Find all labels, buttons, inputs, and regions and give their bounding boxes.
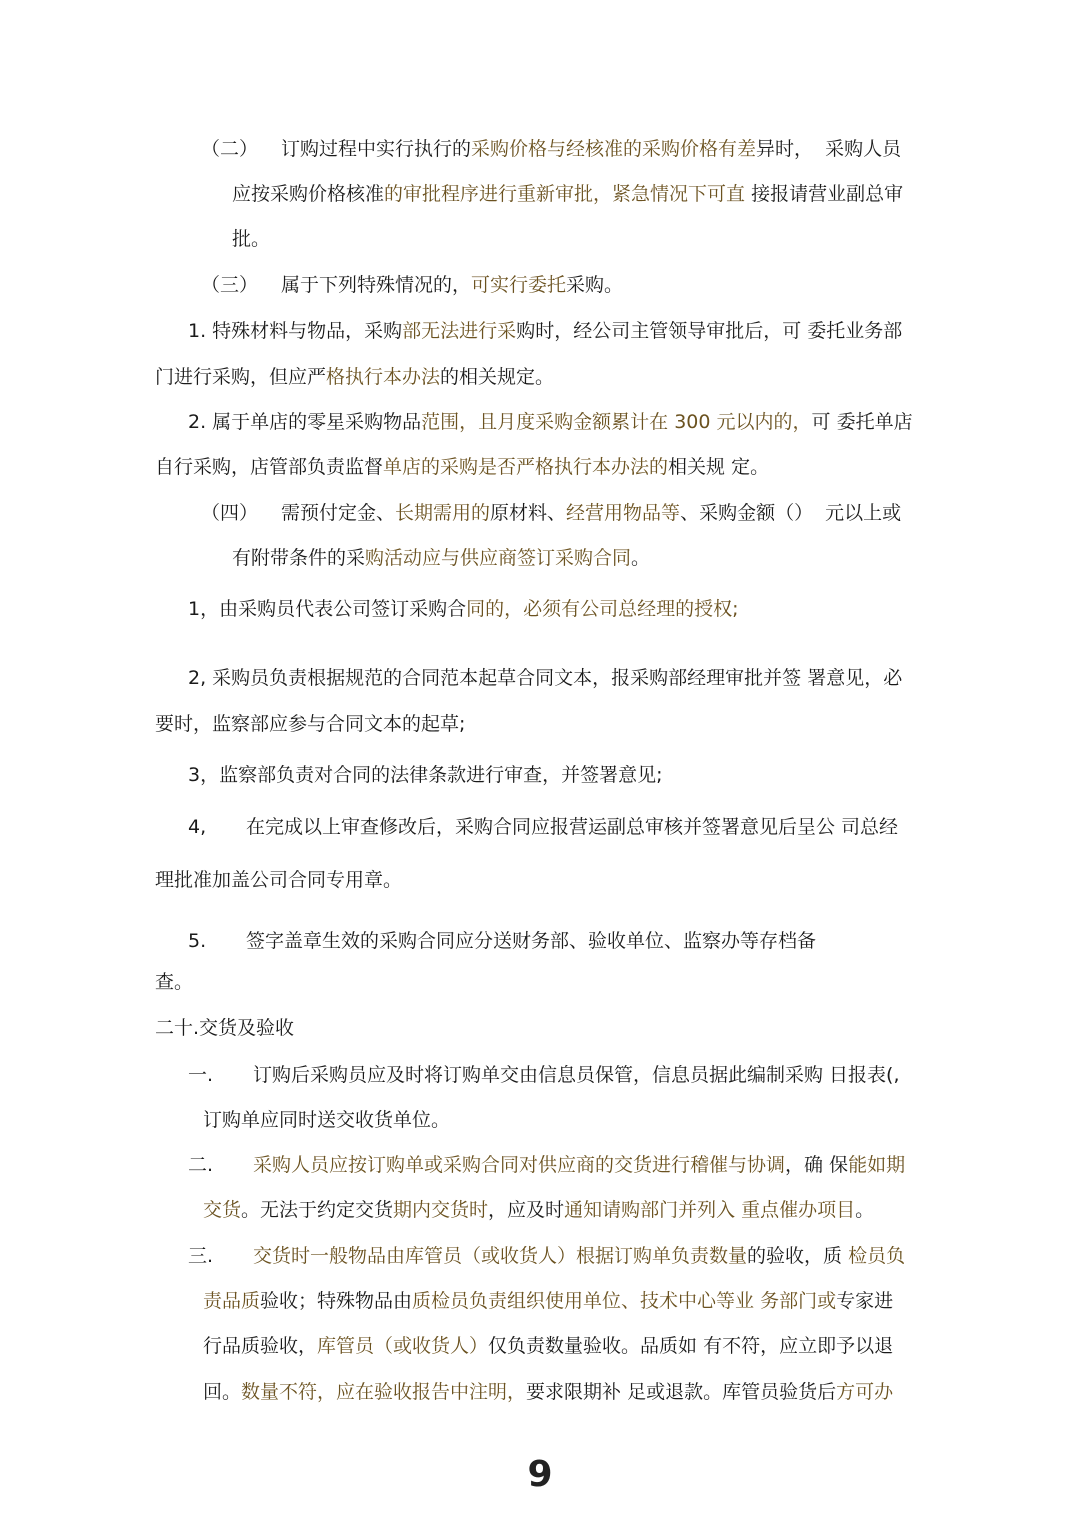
delivery-item-3-line-2: 责品质验收；特殊物品由质检员负责组织使用单位、技术中心等业 务部门或专家进 <box>203 1290 894 1312</box>
contract-item-5-line-2: 查。 <box>155 971 194 993</box>
para-2-marker: （二） <box>201 138 259 160</box>
page-number: 9 <box>527 1454 553 1495</box>
para-4-marker: （四） <box>201 502 259 524</box>
contract-item-2-line-1: 2, 采购员负责根据规范的合同范本起草合同文本，报采购部经理审批并签 署意见，必 <box>188 667 903 689</box>
item-2-line-1: 2. 属于单店的零星采购物品范围，且月度采购金额累计在 300 元以内的，可 委托单店 <box>188 411 913 433</box>
delivery-item-2-line-2: 交货。无法于约定交货期内交货时，应及时通知请购部门并列入 重点催办项目。 <box>203 1199 875 1221</box>
para-2-line-2: 应按采购价格核准的审批程序进行重新审批，紧急情况下可直 接报请营业副总审 <box>232 183 904 205</box>
para-4-line-1: 需预付定金、长期需用的原材料、经营用物品等、采购金额（） 元以上或 <box>281 502 902 524</box>
delivery-item-3-number: 三. <box>188 1245 214 1267</box>
contract-item-1: 1，由采购员代表公司签订采购合同的，必须有公司总经理的授权; <box>188 598 739 620</box>
contract-item-4-line-2: 理批准加盖公司合同专用章。 <box>155 869 403 891</box>
item-2-line-2: 自行采购，店管部负责监督单店的采购是否严格执行本办法的相关规 定。 <box>155 456 770 478</box>
contract-item-4-line-1: 在完成以上审查修改后，采购合同应报营运副总审核并签署意见后呈公 司总经 <box>246 816 899 838</box>
para-2-line-3: 批。 <box>232 228 271 250</box>
contract-item-3: 3，监察部负责对合同的法律条款进行审查，并签署意见; <box>188 764 663 786</box>
delivery-item-1-line-1: 订购后采购员应及时将订购单交由信息员保管，信息员据此编制采购 日报表(, <box>253 1064 900 1086</box>
contract-item-2-line-2: 要时，监察部应参与合同文本的起草; <box>155 713 466 735</box>
contract-item-4-number: 4, <box>188 816 207 838</box>
delivery-item-2-number: 二. <box>188 1154 214 1176</box>
contract-item-5-number: 5. <box>188 930 207 952</box>
para-4-line-2: 有附带条件的采购活动应与供应商签订采购合同。 <box>232 547 651 569</box>
delivery-item-3-line-3: 行品质验收，库管员（或收货人）仅负责数量验收。品质如 有不符，应立即予以退 <box>203 1335 894 1357</box>
item-1-line-2: 门进行采购，但应严格执行本办法的相关规定。 <box>155 366 555 388</box>
delivery-item-1-number: 一. <box>188 1064 214 1086</box>
delivery-item-3-line-1: 交货时一般物品由库管员（或收货人）根据订购单负责数量的验收，质 检员负 <box>253 1245 906 1267</box>
item-1-line-1: 1. 特殊材料与物品，采购部无法进行采购时，经公司主管领导审批后，可 委托业务部 <box>188 320 903 342</box>
delivery-item-2-line-1: 采购人员应按订购单或采购合同对供应商的交货进行稽催与协调，确 保能如期 <box>253 1154 906 1176</box>
section-20-title: 二十.交货及验收 <box>155 1017 295 1039</box>
para-3-marker: （三） <box>201 274 259 296</box>
delivery-item-3-line-4: 回。数量不符，应在验收报告中注明，要求限期补 足或退款。库管员验货后方可办 <box>203 1381 894 1403</box>
contract-item-5-line-1: 签字盖章生效的采购合同应分送财务部、验收单位、监察办等存档备 <box>246 930 817 952</box>
para-3-line-1: 属于下列特殊情况的，可实行委托采购。 <box>281 274 624 296</box>
delivery-item-1-line-2: 订购单应同时送交收货单位。 <box>203 1109 451 1131</box>
para-2-line-1: 订购过程中实行执行的采购价格与经核准的采购价格有差异时， 采购人员 <box>281 138 902 160</box>
